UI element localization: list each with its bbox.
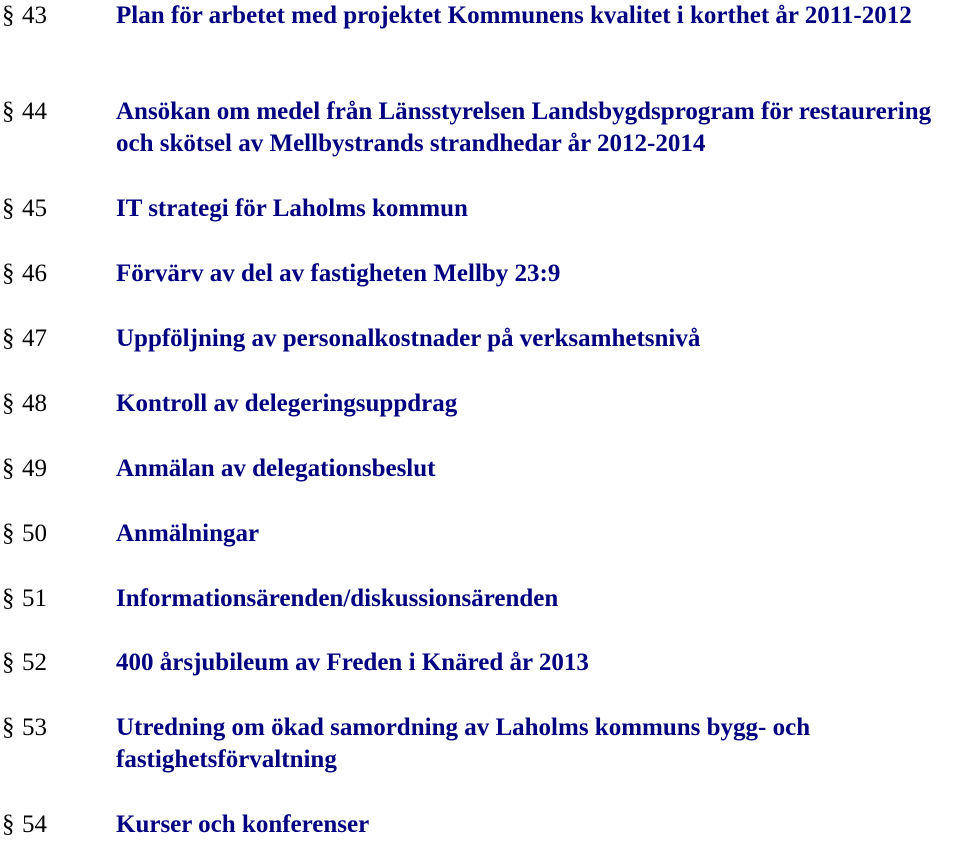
item-number-value: 49 bbox=[22, 455, 47, 482]
section-symbol: § bbox=[2, 649, 15, 676]
item-number bbox=[2, 193, 47, 225]
item-number-value: 46 bbox=[22, 260, 47, 287]
item-title: IT strategi för Laholms kommun bbox=[116, 195, 468, 222]
item-number bbox=[2, 323, 47, 355]
section-symbol: § bbox=[2, 520, 15, 547]
item-title: Utredning om ökad samordning av Laholms kommuns bygg- och fastighetsförvaltning bbox=[116, 714, 811, 773]
item-number bbox=[2, 453, 47, 485]
item-number-value: 52 bbox=[22, 649, 47, 676]
item-number bbox=[2, 96, 47, 128]
section-symbol: § bbox=[2, 98, 15, 125]
item-number bbox=[2, 388, 47, 420]
item-title: Kurser och konferenser bbox=[116, 811, 370, 838]
item-number bbox=[2, 258, 47, 290]
item-number-value: 51 bbox=[22, 585, 47, 612]
item-number bbox=[2, 518, 47, 550]
item-number-value: 54 bbox=[22, 811, 47, 838]
section-symbol: § bbox=[2, 811, 15, 838]
item-title: Anmälan av delegationsbeslut bbox=[116, 455, 436, 482]
item-number bbox=[2, 647, 47, 679]
item-number-value: 50 bbox=[22, 520, 47, 547]
section-symbol: § bbox=[2, 260, 15, 287]
section-symbol: § bbox=[2, 585, 15, 612]
item-number-value: 48 bbox=[22, 390, 47, 417]
item-number bbox=[2, 809, 47, 841]
item-number bbox=[2, 583, 47, 615]
section-symbol: § bbox=[2, 2, 15, 29]
item-title: Kontroll av delegeringsuppdrag bbox=[116, 390, 458, 417]
item-number bbox=[2, 712, 47, 744]
section-symbol: § bbox=[2, 325, 15, 352]
section-symbol: § bbox=[2, 455, 15, 482]
item-title: 400 årsjubileum av Freden i Knäred år 2013 bbox=[116, 649, 589, 676]
item-title: Anmälningar bbox=[116, 520, 260, 547]
item-number-value: 47 bbox=[22, 325, 47, 352]
item-number-value: 53 bbox=[22, 714, 47, 741]
section-symbol: § bbox=[2, 714, 15, 741]
item-number-value: 45 bbox=[22, 195, 47, 222]
item-number bbox=[2, 0, 47, 32]
item-number-value: 44 bbox=[22, 98, 47, 125]
item-title: Förvärv av del av fastigheten Mellby 23:9 bbox=[116, 260, 561, 287]
section-symbol: § bbox=[2, 195, 15, 222]
item-title: Uppföljning av personalkostnader på verksamhetsnivå bbox=[116, 325, 701, 352]
section-symbol: § bbox=[2, 390, 15, 417]
item-title: Ansökan om medel från Länsstyrelsen Landsbygdsprogram för restaurering och skötsel av Mellbystrands strandhedar år 2012-2014 bbox=[116, 98, 932, 157]
item-title: Informationsärenden/diskussionsärenden bbox=[116, 585, 559, 612]
item-number-value: 43 bbox=[22, 2, 47, 29]
item-title: Plan för arbetet med projektet Kommunens kvalitet i korthet år 2011-2012 bbox=[116, 2, 912, 29]
